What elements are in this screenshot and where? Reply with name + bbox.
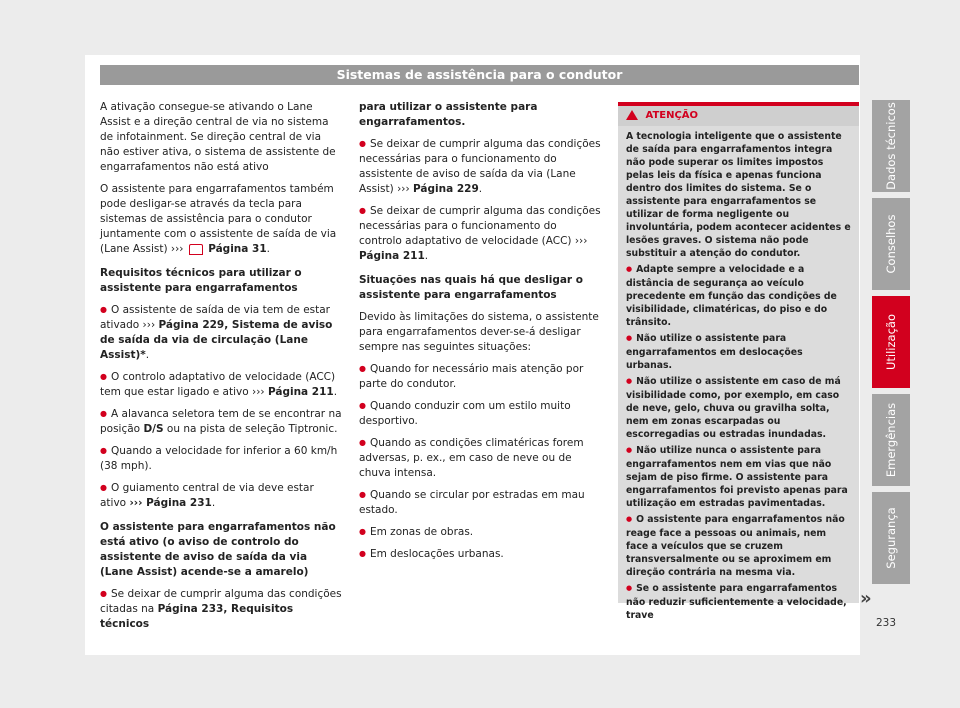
list-item: ● O guiamento central de via deve estar ativo ››› Página 231.	[100, 481, 342, 511]
warning-item: ● O assistente para engarrafamentos não reage face a pessoas ou animais, nem face a veículos que se cruzem transversalmente ou se aproximem em direção contrária na mesma via.	[626, 513, 851, 579]
list-item: ● Quando as condições climatéricas forem adversas, p. ex., em caso de neve ou de chuva intensa.	[359, 436, 601, 481]
list-item: ● Se deixar de cumprir alguma das condições necessárias para o funcionamento do controlo adaptativo de velocidade (ACC) ››› Página 211.	[359, 204, 601, 264]
list-item: ● O assistente de saída de via tem de estar ativado ››› Página 229, Sistema de aviso de saída da via de circulação (Lane Assist)*.	[100, 303, 342, 363]
section-header: Sistemas de assistência para o condutor	[100, 65, 859, 85]
warning-item: ● Adapte sempre a velocidade e a distância de segurança ao veículo precedente em função das condições de visibilidade, climatéricas, do piso e do trânsito.	[626, 263, 851, 329]
tab-dados-tecnicos[interactable]: Dados técnicos	[872, 100, 910, 192]
paragraph: A ativação consegue-se ativando o Lane Assist e a direção central de via no sistema de infotainment. Se direção central de via não estiver ativa, o sistema de assistente de engarrafamentos não está ativo	[100, 101, 336, 173]
page-link[interactable]: Página 229	[413, 183, 479, 195]
list-item: ● Em zonas de obras.	[359, 525, 601, 540]
column-middle	[359, 100, 601, 569]
warning-body	[618, 126, 859, 629]
paragraph-continued: para utilizar o assistente para engarrafamentos.	[359, 101, 538, 128]
section-heading: Situações nas quais há que desligar o assistente para engarrafamentos	[359, 274, 583, 301]
list-item: ● Se deixar de cumprir alguma das condições necessárias para o funcionamento do assistente de aviso de saída da via (Lane Assist) ››› Página 229.	[359, 137, 601, 197]
list-item: ● Se deixar de cumprir alguma das condições citadas na Página 233, Requisitos técnicos	[100, 587, 342, 632]
paragraph: O assistente para engarrafamentos também pode desligar-se através da tecla para sistemas de assistência para o condutor juntamente com o assistente de saída de via (Lane Assist) ››› Página 31.	[100, 183, 337, 255]
list-item: ● Quando for necessário mais atenção por parte do condutor.	[359, 362, 601, 392]
tab-utilizacao[interactable]: Utilização	[872, 296, 910, 388]
column-left	[100, 100, 342, 639]
list-item: ● A alavanca seletora tem de se encontrar na posição D/S ou na pista de seleção Tiptronic.	[100, 407, 342, 437]
page-link[interactable]: Página 211	[359, 250, 425, 262]
warning-item: ● Não utilize o assistente para engarrafamentos em deslocações urbanas.	[626, 332, 851, 372]
warning-item: ● Não utilize o assistente em caso de má visibilidade como, por exemplo, em caso de neve, gelo, chuva ou gravilha solta, nem em zonas escarpadas ou escorregadias ou estradas inundadas.	[626, 375, 851, 441]
tab-conselhos[interactable]: Conselhos	[872, 198, 910, 290]
warning-intro: A tecnologia inteligente que o assistente de saída para engarrafamentos integra não pode superar os limites impostos pelas leis da física e apenas funciona dentro dos limites do sistema. Se o assistente para engarrafamentos se utilizar de forma negligente ou involuntária, podem acontecer acidentes e lesões graves. O sistema não pode substituir a atenção do condutor.	[626, 131, 851, 259]
list-item: ● Quando se circular por estradas em mau estado.	[359, 488, 601, 518]
page-link[interactable]: ››› Página 231	[129, 497, 212, 509]
tab-seguranca[interactable]: Segurança	[872, 492, 910, 584]
book-icon	[189, 244, 203, 255]
page-link[interactable]: Página 31	[208, 243, 267, 255]
list-item: ● Em deslocações urbanas.	[359, 547, 601, 562]
page-link[interactable]: Página 229, Sistema de aviso de saída da via de circulação (Lane Assist)*	[100, 319, 333, 361]
list-item: ● Quando a velocidade for inferior a 60 km/h (38 mph).	[100, 444, 342, 474]
page-number: 233	[876, 617, 897, 629]
paragraph: Devido às limitações do sistema, o assistente para engarrafamentos dever-se-á desligar sempre nas seguintes situações:	[359, 311, 599, 353]
section-heading: O assistente para engarrafamentos não está ativo (o aviso de controlo do assistente de aviso de saída da via (Lane Assist) acende-se a amarelo)	[100, 521, 336, 578]
warning-icon	[626, 110, 638, 120]
list-item: ● O controlo adaptativo de velocidade (ACC) tem que estar ligado e ativo ››› Página 211.	[100, 370, 342, 400]
page-link[interactable]: Página 211	[267, 386, 334, 398]
warning-title: ATENÇÃO	[618, 106, 859, 126]
tab-emergencias[interactable]: Emergências	[872, 394, 910, 486]
page-link[interactable]: Página 233, Requisitos técnicos	[100, 603, 294, 630]
warning-item: ● Se o assistente para engarrafamentos não reduzir suficientemente a velocidade, trave	[626, 582, 851, 622]
list-item: ● Quando conduzir com um estilo muito desportivo.	[359, 399, 601, 429]
warning-item: ● Não utilize nunca o assistente para engarrafamentos nem em vias que não sejam de piso firme. O assistente para engarrafamentos foi previsto apenas para utilização em estradas pavimentadas.	[626, 444, 851, 510]
section-heading: Requisitos técnicos para utilizar o assistente para engarrafamentos	[100, 267, 302, 294]
warning-box	[618, 102, 859, 621]
continue-marker: »	[860, 588, 872, 609]
